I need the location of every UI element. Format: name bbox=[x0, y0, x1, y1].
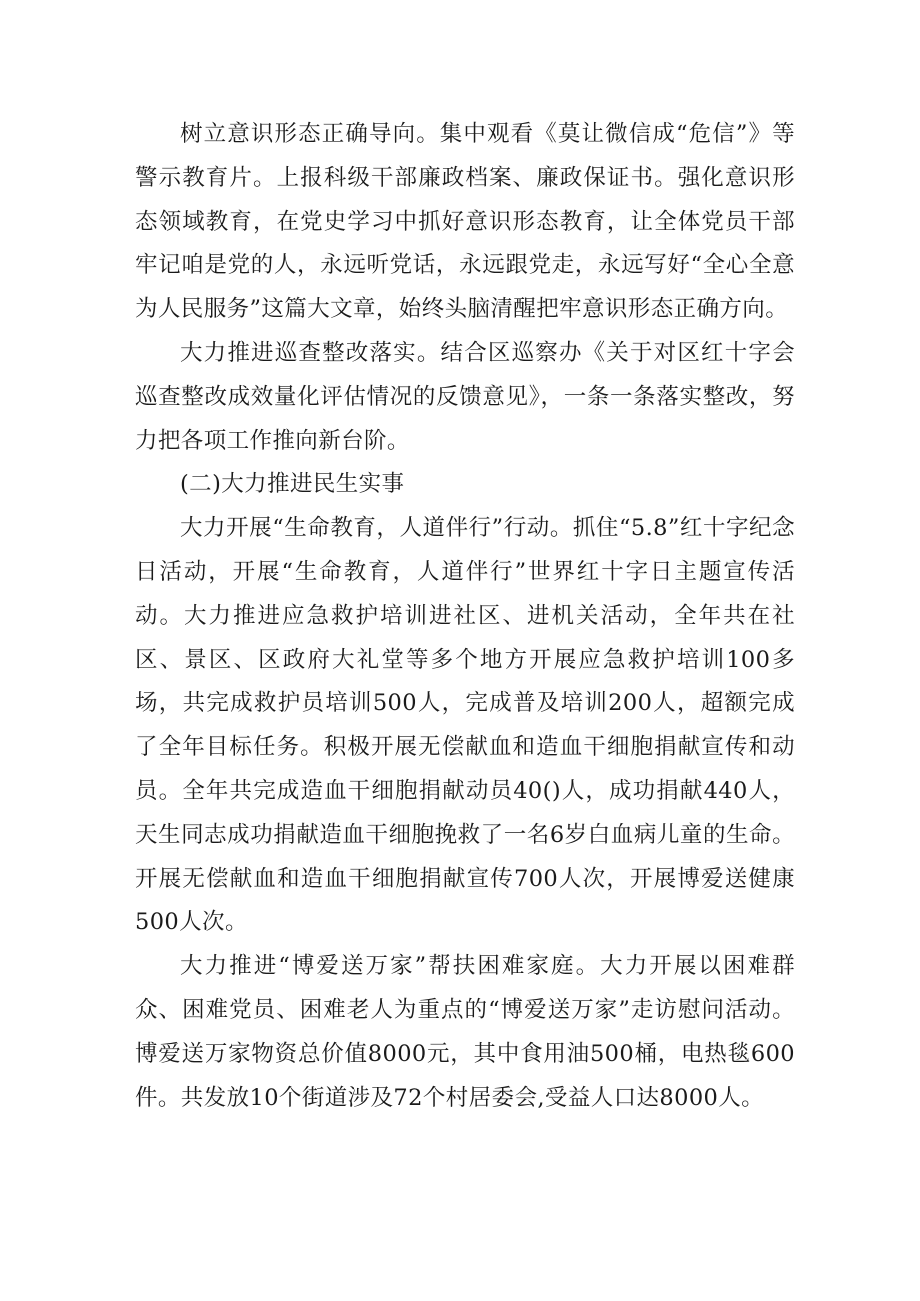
document-body bbox=[135, 113, 795, 1120]
section-heading: (二)大力推进民生实事 bbox=[180, 471, 405, 498]
paragraph-life-education: 大力开展“生命教育，人道伴行”行动。抓住“5.8”红十字纪念日活动，开展“生命教育，人道伴行”世界红十字日主题宣传活动。大力推进应急救护培训进社区、进机关活动，全年共在社区、景区、区政府大礼堂等多个地方开展应急救护培训100多场，共完成救护员培训500人，完成普及培训200人，超额完成了全年目标任务。积极开展无偿献血和造血干细胞捐献宣传和动员。全年共完成造血干细胞捐献动员40()人，成功捐献440人，天生同志成功捐献造血干细胞挽救了一名6岁白血病儿童的生命。开展无偿献血和造血干细胞捐献宣传700人次，开展博爱送健康500人次。 bbox=[135, 515, 795, 936]
paragraph-bo-ai-assistance: 大力推进“博爱送万家”帮扶困难家庭。大力开展以困难群众、困难党员、困难老人为重点的“博爱送万家”走访慰问活动。博爱送万家物资总价值8000元，其中食用油500桶，电热毯600件。共发放10个街道涉及72个村居委会,受益人口达8000人。 bbox=[135, 953, 795, 1111]
paragraph-ideology-guidance: 树立意识形态正确导向。集中观看《莫让微信成“危信”》等警示教育片。上报科级干部廉政档案、廉政保证书。强化意识形态领域教育，在党史学习中抓好意识形态教育，让全体党员干部牢记咱是党的人，永远听党话，永远跟党走，永远写好“全心全意为人民服务”这篇大文章，始终头脑清醒把牢意识形态正确方向。 bbox=[135, 121, 795, 323]
paragraph-inspection-rectification: 大力推进巡查整改落实。结合区巡察办《关于对区红十字会巡查整改成效量化评估情况的反馈意见》，一条一条落实整改，努力把各项工作推向新台阶。 bbox=[135, 339, 795, 454]
